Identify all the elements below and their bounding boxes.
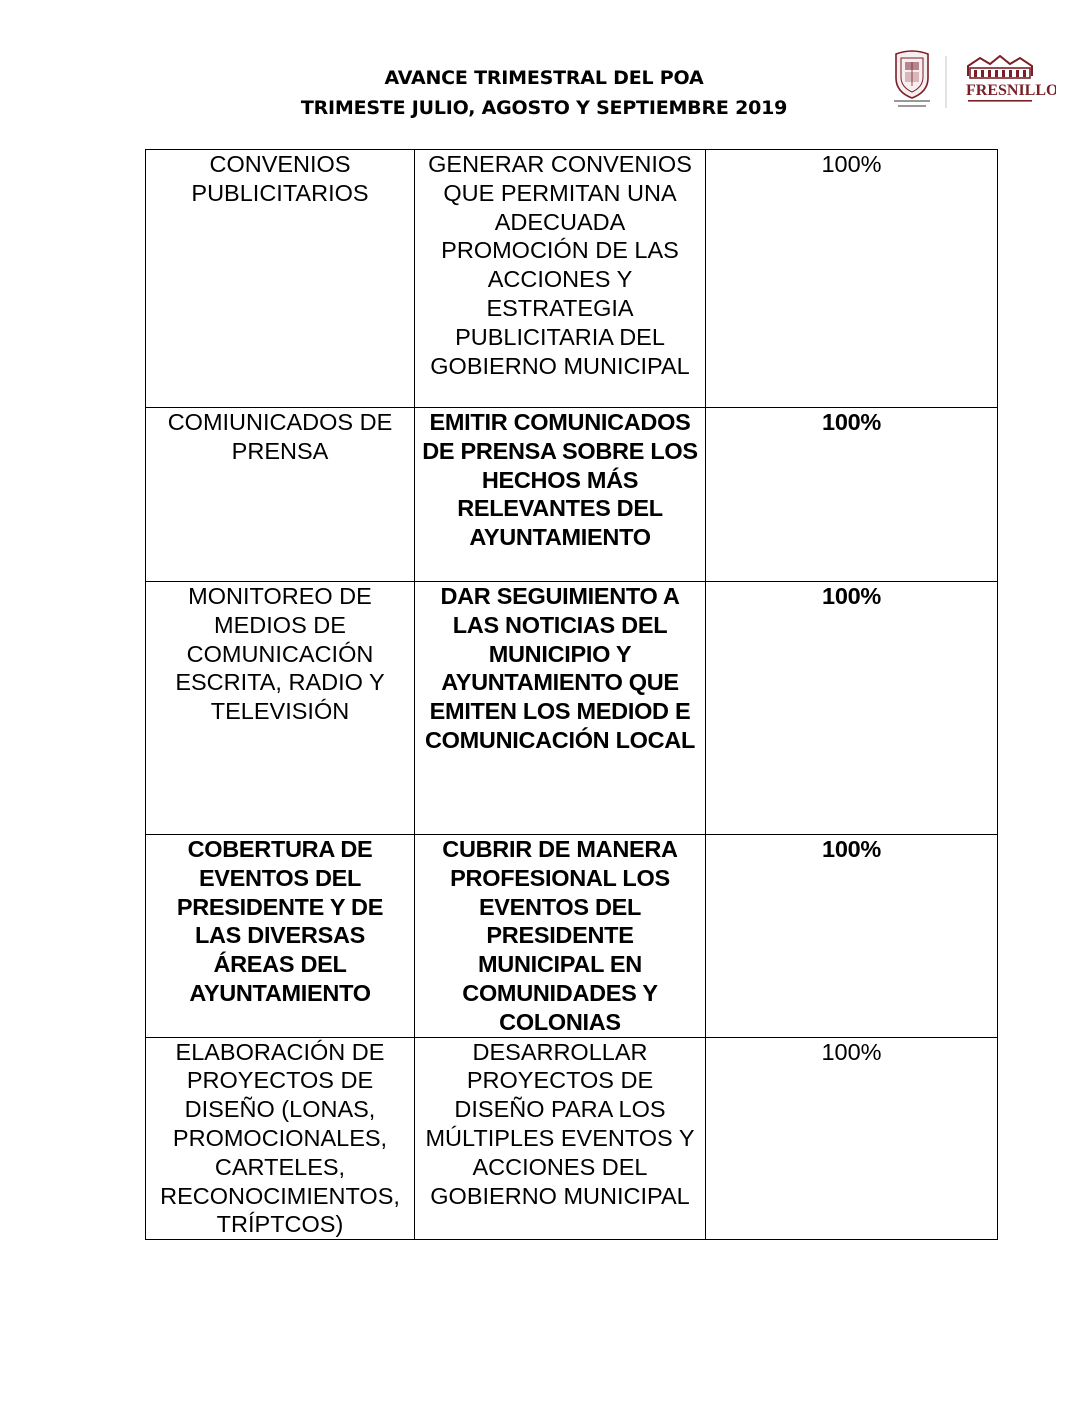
objective-cell: EMITIR COMUNICADOS DE PRENSA SOBRE LOS HECHOS MÁS RELEVANTES DEL AYUNTAMIENTO (415, 408, 706, 582)
document-title: AVANCE TRIMESTRAL DEL POA (384, 67, 704, 89)
fresnillo-building-icon (968, 56, 1032, 78)
poa-progress-table (145, 149, 998, 1240)
objective-cell: GENERAR CONVENIOS QUE PERMITAN UNA ADECUADA PROMOCIÓN DE LAS ACCIONES Y ESTRATEGIA PUBLICITARIA DEL GOBIERNO MUNICIPAL (415, 150, 706, 408)
activity-cell: COBERTURA DE EVENTOS DEL PRESIDENTE Y DE LAS DIVERSAS ÁREAS DEL AYUNTAMIENTO (146, 835, 415, 1038)
document-subtitle: TRIMESTE JULIO, AGOSTO Y SEPTIEMBRE 2019 (300, 97, 788, 119)
activity-cell: CONVENIOS PUBLICITARIOS (146, 150, 415, 408)
table-row (146, 582, 998, 835)
logo-group (888, 48, 1056, 112)
progress-cell: 100% (706, 835, 998, 1038)
activity-cell: MONITOREO DE MEDIOS DE COMUNICACIÓN ESCRITA, RADIO Y TELEVISIÓN (146, 582, 415, 835)
progress-cell: 100% (706, 582, 998, 835)
objective-cell: CUBRIR DE MANERA PROFESIONAL LOS EVENTOS DEL PRESIDENTE MUNICIPAL EN COMUNIDADES Y COLONIAS (415, 835, 706, 1038)
municipal-seal-icon (894, 51, 930, 107)
activity-cell: ELABORACIÓN DE PROYECTOS DE DISEÑO (LONAS, PROMOCIONALES, CARTELES, RECONOCIMIENTOS, TRÍPTCOS) (146, 1037, 415, 1240)
objective-cell: DAR SEGUIMIENTO A LAS NOTICIAS DEL MUNICIPIO Y AYUNTAMIENTO QUE EMITEN LOS MEDIOD E COMUNICACIÓN LOCAL (415, 582, 706, 835)
table-row (146, 408, 998, 582)
fresnillo-wordmark: FRESNILLO (966, 82, 1056, 99)
objective-cell: DESARROLLAR PROYECTOS DE DISEÑO PARA LOS MÚLTIPLES EVENTOS Y ACCIONES DEL GOBIERNO MUNICIPAL (415, 1037, 706, 1240)
progress-cell: 100% (706, 150, 998, 408)
progress-cell: 100% (706, 408, 998, 582)
table-row (146, 150, 998, 408)
activity-cell: COMIUNICADOS DE PRENSA (146, 408, 415, 582)
table-row (146, 1037, 998, 1240)
table-row (146, 835, 998, 1038)
municipal-seal-and-fresnillo-logo (888, 48, 1056, 112)
progress-cell: 100% (706, 1037, 998, 1240)
